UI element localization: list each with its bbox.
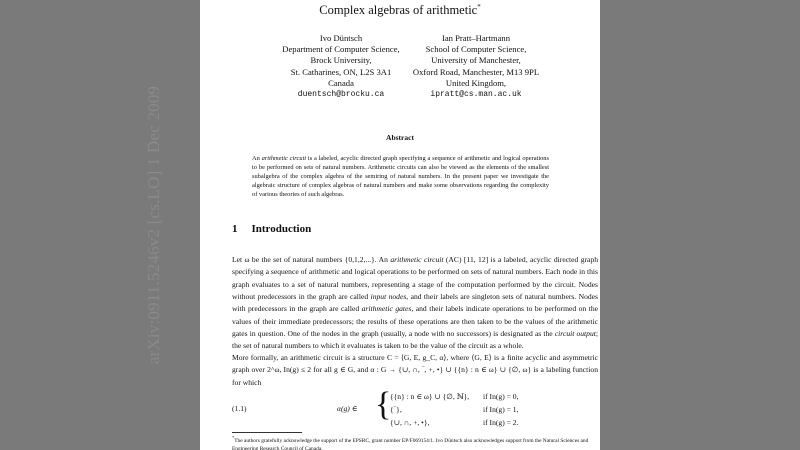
affiliation-line: University of Manchester, (431, 55, 521, 66)
author-2 (406, 33, 546, 100)
author-name: Ian Pratt–Hartmann (441, 33, 510, 43)
affiliation-line: Brock University, (310, 55, 372, 66)
intro-paragraph-2: More formally, an arithmetic circuit is a structure C = ⟨G, E, g_C, α⟩, where ⟨G, E⟩ is a finite acyclic and asymmetric graph over 2^ω, In(g) ≤ 2 for all g ∈ G, and α : G → {∪, ∩, ‾, +, •} ∪ {{n} : n ∈ ω} ∪ {∅, ω} is a labeling function for which (232, 353, 598, 387)
section-heading (232, 223, 311, 235)
abstract-heading: Abstract (386, 133, 414, 142)
author-email[interactable]: ipratt@cs.man.ac.uk (430, 90, 522, 100)
cases-brace: { (375, 386, 392, 423)
footnote-rule (232, 432, 302, 433)
equation-number: (1.1) (232, 404, 247, 413)
intro-paragraph-1: Let ω be the set of natural numbers {0,1,2,...}. An arithmetic circuit (AC) [11, 12] is a labeled, acyclic directed graph specifying a sequence of arithmetic and logical operations to be performed on sets of natural numbers. Each node in this graph evaluates to a set of natural numbers, representing a stage of the computation performed by the circuit. Nodes without predecessors in the graph are called input nodes, and their labels are singleton sets of natural numbers. Nodes with predecessors in the graph are called arithmetic gates, and their labels indicate operations to be performed on the values of their immediate predecessors; the results of these operations are then taken to be the values of the arithmetic gates in question. One of the nodes in the graph (usually, a node with no successors) is designated as the circuit output; the set of natural numbers to which it evaluates is taken to be the value of the circuit as a whole. (232, 255, 599, 351)
abstract-text: An arithmetic circuit is a labeled, acyclic directed graph specifying a sequence of arithmetic and logical operations to be performed on sets of natural numbers. Arithmetic circuits can also be viewed as the elements of the smallest subalgebra of the complex algebra of the semiring of natural numbers. In the present paper we investigate the algebraic structure of complex algebras of natural numbers and make some observations regarding the complexity of various theories of such algebras. (252, 155, 549, 199)
affiliation-line: St. Catharines, ON, L2S 3A1 (290, 66, 392, 77)
author-email[interactable]: duentsch@brocku.ca (297, 90, 385, 100)
section-number: 1 (232, 223, 238, 235)
equation-1-1: (1.1) α(g) ∈ { {{n} : n ∈ ω} ∪ {∅, ℕ}, if In(g) = 0, {‾}, if In(g) = 1, {∪, ∩, +, •}, if In(g) = 2. (232, 386, 519, 427)
title-footnote-mark: * (477, 3, 481, 11)
equation-lhs: α(g) ∈ (337, 404, 358, 413)
affiliation-line: Department of Computer Science, (282, 44, 400, 55)
affiliation-line: School of Computer Science, (425, 44, 527, 55)
affiliation-line: United Kingdom, (445, 77, 507, 88)
arxiv-identifier-stamp: arXiv:0911.5246v2 [cs.LO] 1 Dec 2009 (144, 85, 163, 365)
author-1 (276, 33, 406, 100)
affiliation-line: Canada (328, 77, 354, 88)
affiliation-line: Oxford Road, Manchester, M13 9PL (412, 66, 540, 77)
footnote: *The authors gratefully acknowledge the support of the EPSRC, grant number EP/F069154/1. Ivo Düntsch also acknowledges support from the Natural Sciences and Engineering Research Council of Canada. (232, 435, 589, 450)
section-title: Introduction (251, 223, 312, 235)
paper-title: Complex algebras of arithmetic* (319, 3, 481, 18)
author-name: Ivo Düntsch (319, 33, 363, 43)
paper-page (200, 0, 600, 450)
